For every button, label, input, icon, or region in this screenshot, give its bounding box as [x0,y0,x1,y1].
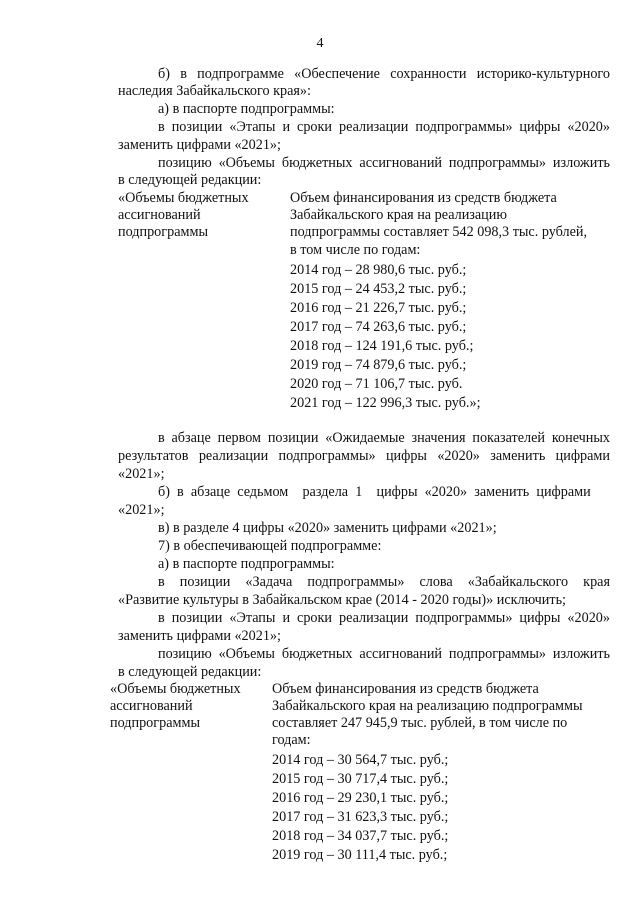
table1-left-line: «Объемы бюджетных [118,190,249,206]
section-b-stages-line-2: заменить цифрами «2021»; [118,137,281,153]
table2-year-line: 2017 год – 31 623,3 тыс. руб.; [272,809,449,825]
table1-year-line: 2015 год – 24 453,2 тыс. руб.; [290,281,467,297]
table2-left-line: подпрограммы [110,715,200,731]
table1-year-line: 2016 год – 21 226,7 тыс. руб.; [290,300,467,316]
table2-year-line: 2019 год – 30 111,4 тыс. руб.; [272,847,448,863]
table2-right-line: Объем финансирования из средств бюджета [272,681,539,697]
table1-year-line: 2021 год – 122 996,3 тыс. руб.»; [290,395,481,411]
table1-year-line: 2020 год – 71 106,7 тыс. руб. [290,376,463,392]
section-b-line-1: б) в подпрограмме «Обеспечение сохранности историко-культурного [158,66,610,82]
para-expected-line-2: результатов реализации подпрограммы» цифры «2020» заменить цифрами [118,448,610,464]
table1-year-line: 2014 год – 28 980,6 тыс. руб.; [290,262,467,278]
para-b7-line-1: б) в абзаце седьмом раздела 1 цифры «2020» заменить цифрами [158,484,591,500]
table1-right-line: Забайкальского края на реализацию [290,207,507,223]
para-task-line-1: в позиции «Задача подпрограммы» слова «Забайкальского края [158,574,610,590]
table2-right-line: Забайкальского края на реализацию подпрограммы [272,698,583,714]
table1-year-line: 2017 год – 74 263,6 тыс. руб.; [290,319,467,335]
para-task-line-2: «Развитие культуры в Забайкальском крае (2014 - 2020 годы)» исключить; [118,592,566,608]
para-stages2-line-2: заменить цифрами «2021»; [118,628,281,644]
para-volumes2-line-1: позицию «Объемы бюджетных ассигнований подпрограммы» изложить [158,646,610,662]
section-b-passport: а) в паспорте подпрограммы: [158,101,335,117]
para-v: в) в разделе 4 цифры «2020» заменить цифрами «2021»; [158,520,497,536]
table2-year-line: 2014 год – 30 564,7 тыс. руб.; [272,752,449,768]
page-number: 4 [316,36,324,51]
table1-right-line: в том числе по годам: [290,242,421,258]
table2-year-line: 2016 год – 29 230,1 тыс. руб.; [272,790,449,806]
table2-left-line: ассигнований [110,698,193,714]
table1-right-line: Объем финансирования из средств бюджета [290,190,557,206]
section-b-volumes-line-1: позицию «Объемы бюджетных ассигнований подпрограммы» изложить [158,155,610,171]
para-stages2-line-1: в позиции «Этапы и сроки реализации подпрограммы» цифры «2020» [158,610,610,626]
para-expected-line-1: в абзаце первом позиции «Ожидаемые значения показателей конечных [158,430,610,446]
table1-left-line: подпрограммы [118,224,208,240]
table1-year-line: 2018 год – 124 191,6 тыс. руб.; [290,338,474,354]
table2-year-line: 2018 год – 34 037,7 тыс. руб.; [272,828,449,844]
table2-left-line: «Объемы бюджетных [110,681,241,697]
table2-year-line: 2015 год – 30 717,4 тыс. руб.; [272,771,449,787]
section-b-volumes-line-2: в следующей редакции: [118,172,262,188]
table1-right-line: подпрограммы составляет 542 098,3 тыс. рублей, [290,224,588,240]
para-expected-line-3: «2021»; [118,466,165,482]
section-b-line-2: наследия Забайкальского края»: [118,83,311,99]
para-b7-line-2: «2021»; [118,502,165,518]
para-7a: а) в паспорте подпрограммы: [158,556,335,572]
table2-right-line: составляет 247 945,9 тыс. рублей, в том числе по [272,715,568,731]
section-b-stages-line-1: в позиции «Этапы и сроки реализации подпрограммы» цифры «2020» [158,119,610,135]
table2-right-line: годам: [272,732,311,748]
table1-left-line: ассигнований [118,207,201,223]
para-volumes2-line-2: в следующей редакции: [118,664,262,680]
table1-year-line: 2019 год – 74 879,6 тыс. руб.; [290,357,467,373]
para-7: 7) в обеспечивающей подпрограмме: [158,538,382,554]
